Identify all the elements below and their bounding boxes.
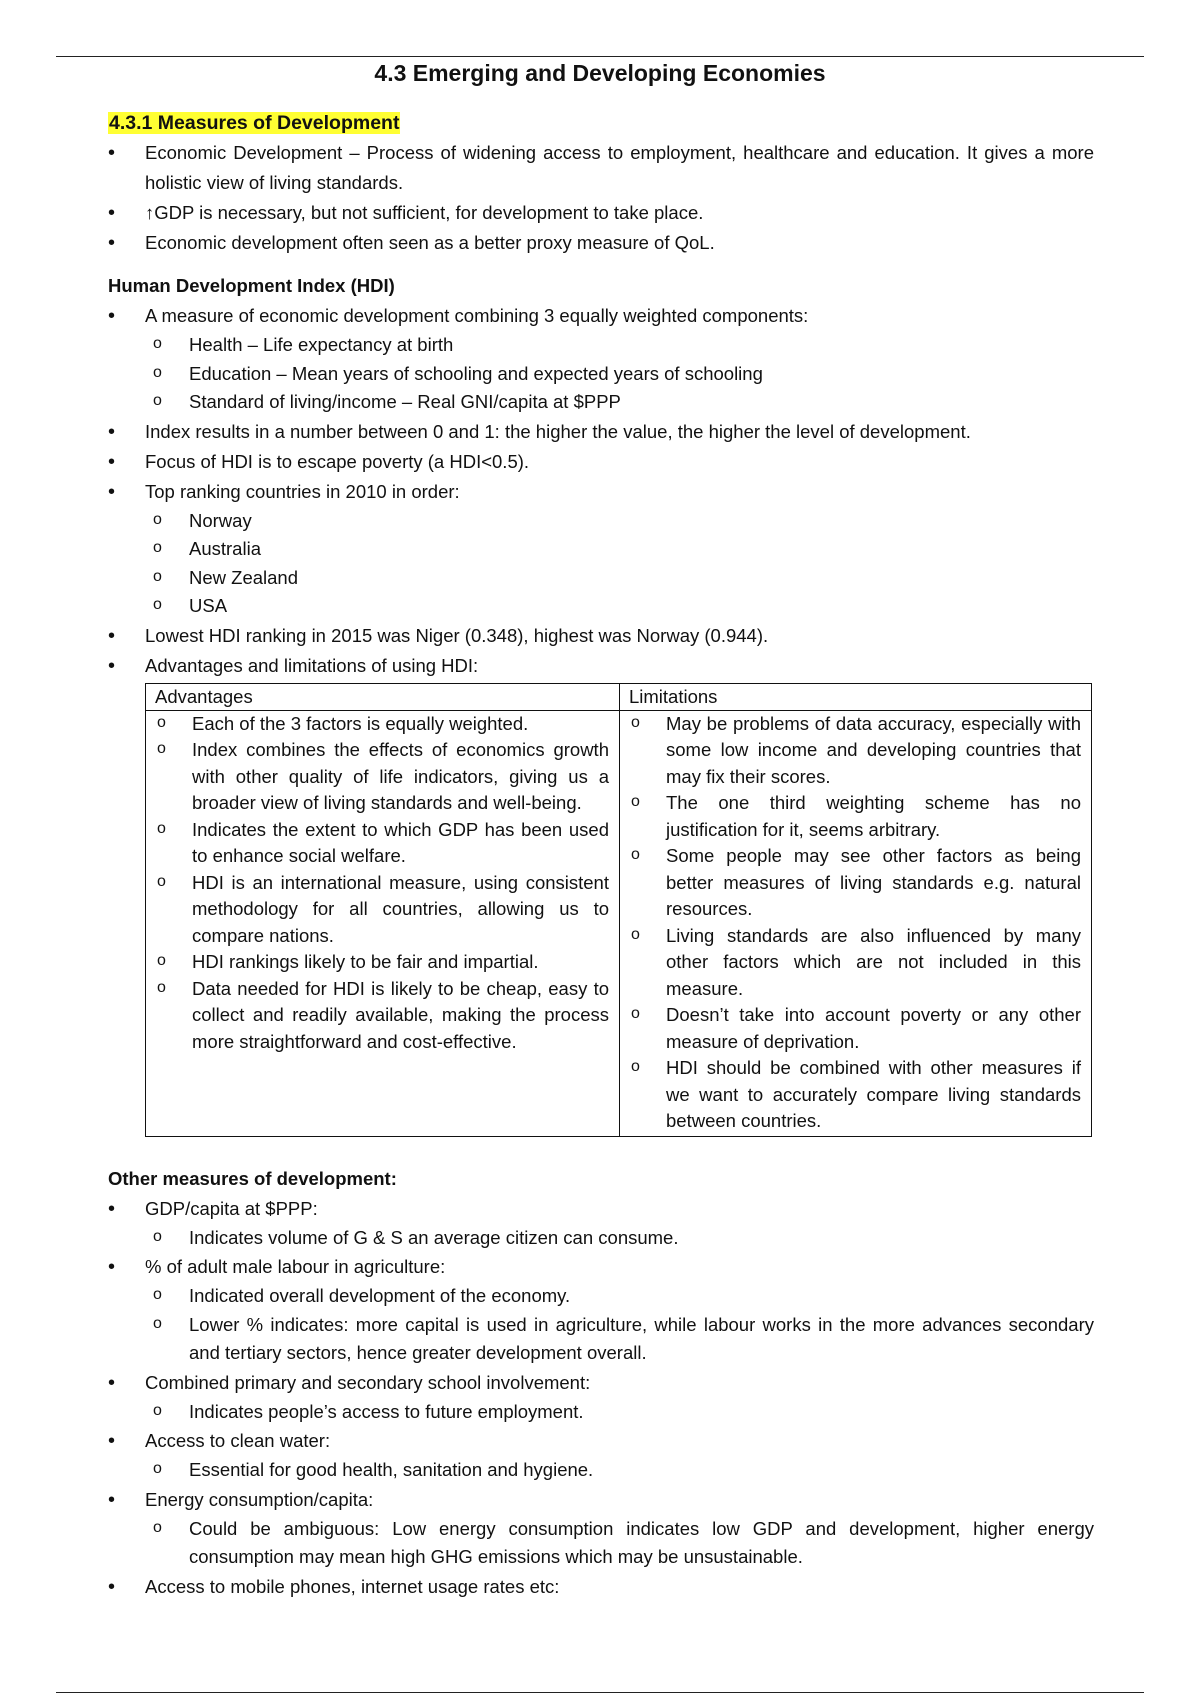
sub-list: [145, 1398, 1094, 1427]
list-item-text: Energy consumption/capita:: [145, 1488, 374, 1510]
table-row: [146, 710, 1092, 1136]
hdi-components: [145, 331, 1094, 417]
page-title: 4.3 Emerging and Developing Economies: [374, 60, 826, 86]
list-item-text: Access to clean water:: [145, 1430, 331, 1451]
limitations-cell: [620, 710, 1092, 1136]
list-item: • Lowest HDI ranking in 2015 was Niger (0.348), highest was Norway (0.944).: [108, 621, 1094, 651]
sub-list-item: o Essential for good health, sanitation and hygiene.: [145, 1456, 1094, 1485]
page-content: [108, 108, 1094, 1602]
list-item-text: Access to mobile phones, internet usage rates etc:: [145, 1575, 560, 1597]
list-item: [108, 1426, 1094, 1485]
sub-list: [145, 1515, 1094, 1572]
list-item: o Data needed for HDI is likely to be cheap, easy to collect and readily available, making the process more straightforward and cost-effective.: [152, 976, 609, 1056]
advantages-list: [152, 711, 609, 1056]
top-countries: [145, 507, 1094, 621]
list-item: o Some people may see other factors as being better measures of living standards e.g. natural resources.: [626, 843, 1081, 923]
list-item-text: A measure of economic development combining 3 equally weighted components:: [145, 305, 809, 326]
sub-list-item: o Could be ambiguous: Low energy consumption indicates low GDP and development, higher energy consumption may mean high GHG emissions which may be unsustainable.: [145, 1515, 1094, 1572]
list-item: [108, 1194, 1094, 1253]
sub-list-item: o Australia: [145, 535, 1094, 564]
list-item: • Economic development often seen as a better proxy measure of QoL.: [108, 228, 1094, 258]
advantages-header: Advantages: [146, 683, 620, 710]
table-header-row: [146, 683, 1092, 710]
list-item: [108, 1368, 1094, 1427]
list-item: o Index combines the effects of economics growth with other quality of life indicators, giving us a broader view of living standards and well-being.: [152, 737, 609, 817]
sub-list-item: o Indicated overall development of the economy.: [145, 1282, 1094, 1311]
development-bullets: [108, 138, 1094, 258]
advantages-limitations-table: [145, 683, 1092, 1137]
sub-list-item: o Norway: [145, 507, 1094, 536]
limitations-header: Limitations: [620, 683, 1092, 710]
list-item: • Advantages and limitations of using HDI:: [108, 651, 1094, 681]
sub-list: [145, 1456, 1094, 1485]
list-item: o Indicates the extent to which GDP has been used to enhance social welfare.: [152, 817, 609, 870]
list-item: • Focus of HDI is to escape poverty (a HDI<0.5).: [108, 447, 1094, 477]
sub-list-item: o Health – Life expectancy at birth: [145, 331, 1094, 360]
list-item: o HDI is an international measure, using consistent methodology for all countries, allowing us to compare nations.: [152, 870, 609, 950]
list-item: [108, 1252, 1094, 1368]
bottom-rule: [56, 1692, 1144, 1693]
section-heading-text: 4.3.1 Measures of Development: [109, 112, 400, 134]
hdi-bullets: [108, 301, 1094, 681]
other-measures-section: [108, 1164, 1094, 1602]
sub-list-item: o Education – Mean years of schooling and expected years of schooling: [145, 360, 1094, 389]
list-item: • Index results in a number between 0 and 1: the higher the value, the higher the level of development.: [108, 417, 1094, 447]
list-item: o Each of the 3 factors is equally weighted.: [152, 711, 609, 738]
sub-list: [145, 1224, 1094, 1253]
list-item: o HDI rankings likely to be fair and impartial.: [152, 949, 609, 976]
list-item: • ↑GDP is necessary, but not sufficient, for development to take place.: [108, 198, 1094, 228]
list-item: • Economic Development – Process of widening access to employment, healthcare and education. It gives a more holistic view of living standards.: [108, 138, 1094, 198]
list-item-text: Combined primary and secondary school involvement:: [145, 1371, 591, 1393]
advantages-cell: [146, 710, 620, 1136]
limitations-list: [626, 711, 1081, 1135]
sub-list-item: o USA: [145, 592, 1094, 621]
sub-list: [145, 1282, 1094, 1368]
list-item: o Doesn’t take into account poverty or any other measure of deprivation.: [626, 1002, 1081, 1055]
other-measures-list: [108, 1194, 1094, 1602]
list-item: o The one third weighting scheme has no justification for it, seems arbitrary.: [626, 790, 1081, 843]
list-item: o Living standards are also influenced by many other factors which are not included in this measure.: [626, 923, 1081, 1003]
sub-list-item: o Standard of living/income – Real GNI/capita at $PPP: [145, 388, 1094, 417]
list-item-text: GDP/capita at $PPP:: [145, 1197, 318, 1219]
list-item: o May be problems of data accuracy, especially with some low income and developing countries that may fix their scores.: [626, 711, 1081, 791]
sub-list-item: o Lower % indicates: more capital is used in agriculture, while labour works in the more advances secondary and tertiary sectors, hence greater development overall.: [145, 1311, 1094, 1368]
section-heading: [108, 108, 1094, 138]
list-item: o HDI should be combined with other measures if we want to accurately compare living standards between countries.: [626, 1055, 1081, 1135]
hdi-heading: Human Development Index (HDI): [108, 275, 395, 296]
list-item-text: % of adult male labour in agriculture:: [145, 1256, 446, 1277]
list-item: [108, 477, 1094, 621]
list-item: [108, 1572, 1094, 1602]
sub-list-item: o New Zealand: [145, 564, 1094, 593]
list-item: [108, 1485, 1094, 1572]
list-item-text: Top ranking countries in 2010 in order:: [145, 480, 460, 502]
sub-list-item: o Indicates people’s access to future employment.: [145, 1398, 1094, 1427]
sub-list-item: o Indicates volume of G & S an average citizen can consume.: [145, 1224, 1094, 1253]
other-measures-heading: Other measures of development:: [108, 1167, 397, 1189]
list-item: [108, 301, 1094, 417]
